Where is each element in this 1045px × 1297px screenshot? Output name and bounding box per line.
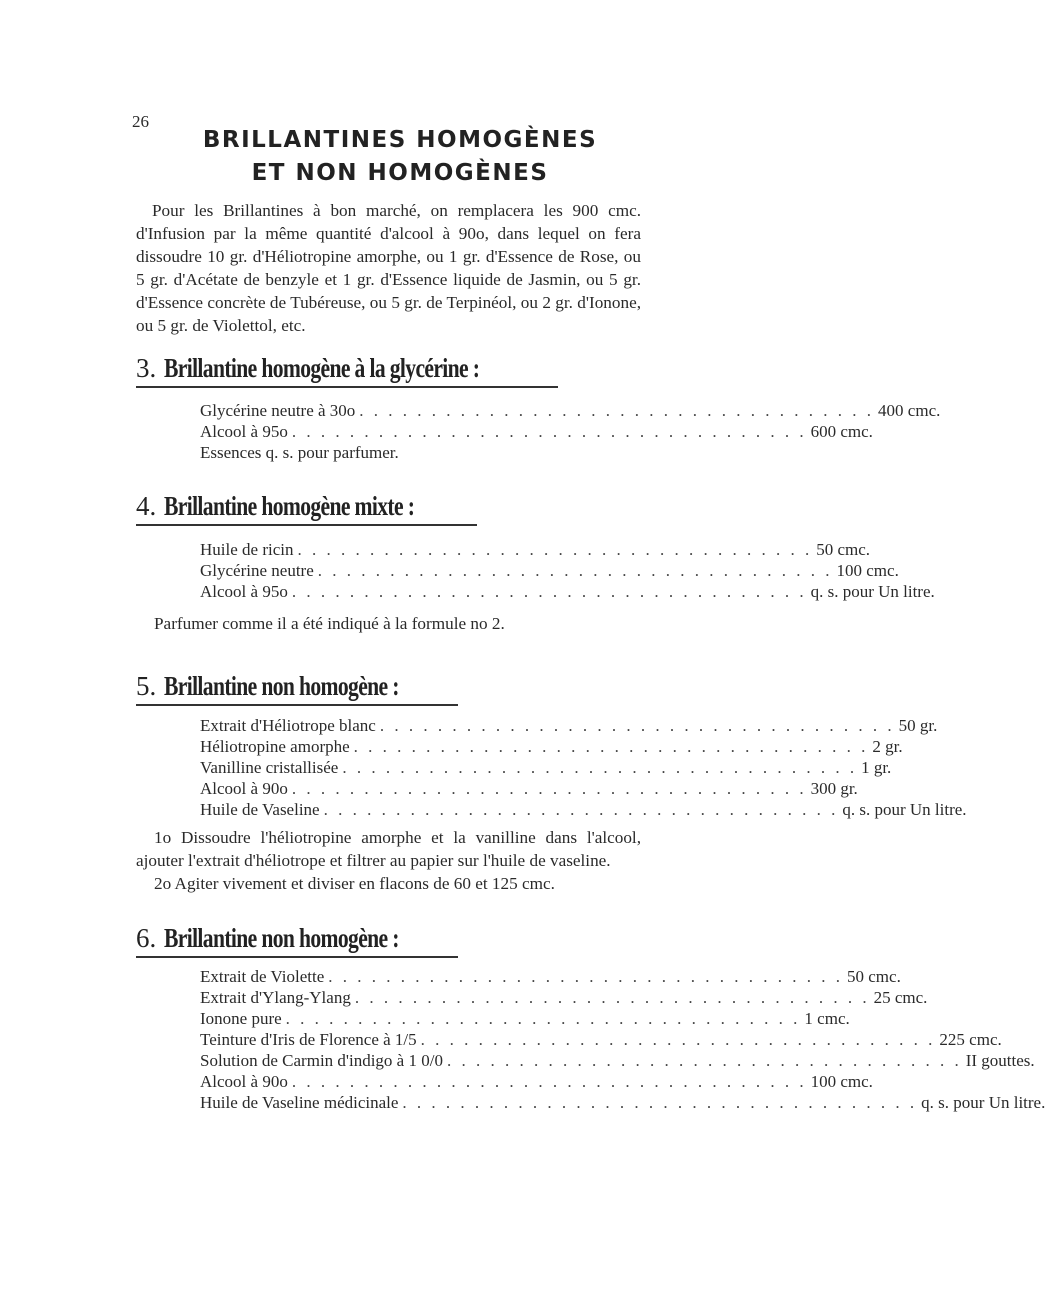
section-note-4: Parfumer comme il a été indiqué à la formule no 2. xyxy=(154,614,505,633)
title-line-2: ET NON HOMOGÈNES xyxy=(251,160,549,186)
recipe-item: Vanilline cristallisée . . . . . . . . . . . . . . . . . . . . . . . . . . . . . . . . . . . . 1 gr. xyxy=(200,758,892,777)
recipe-item: Glycérine neutre à 30o . . . . . . . . . . . . . . . . . . . . . . . . . . . . . . . . . . . . 400 cmc. xyxy=(200,401,941,420)
recipe-item: Alcool à 90o . . . . . . . . . . . . . . . . . . . . . . . . . . . . . . . . . . . . 100 cmc. xyxy=(200,1072,873,1091)
section-title: Brillantine non homogène : xyxy=(164,671,400,701)
recipe-list-3 xyxy=(200,400,941,463)
recipe-item: Extrait d'Héliotrope blanc . . . . . . . . . . . . . . . . . . . . . . . . . . . . . . . . . . . . 50 gr. xyxy=(200,716,938,735)
page-title xyxy=(0,124,800,190)
section-note-5: 1o Dissoudre l'héliotropine amorphe et la vanilline dans l'alcool, ajouter l'extrait d'héliotrope et filtrer au papier sur l'huile de vaseline. 2o Agiter vivement et diviser en flacons de 60 et 125 cmc. xyxy=(136,828,641,893)
recipe-item: Solution de Carmin d'indigo à 1 0/0 . . . . . . . . . . . . . . . . . . . . . . . . . . . . . . . . . . . . II gouttes. xyxy=(200,1051,1035,1070)
recipe-item: Teinture d'Iris de Florence à 1/5 . . . . . . . . . . . . . . . . . . . . . . . . . . . . . . . . . . . . 225 cmc. xyxy=(200,1030,1002,1049)
section-heading-4 xyxy=(136,490,477,526)
section-number: 4. xyxy=(136,491,157,521)
recipe-list-6 xyxy=(200,966,1045,1113)
section-title: Brillantine non homogène : xyxy=(164,923,400,953)
recipe-item: Ionone pure . . . . . . . . . . . . . . . . . . . . . . . . . . . . . . . . . . . . 1 cmc. xyxy=(200,1009,850,1028)
recipe-item: Huile de Vaseline médicinale . . . . . . . . . . . . . . . . . . . . . . . . . . . . . . . . . . . . q. s. pour Un litre. xyxy=(200,1093,1045,1112)
section-title: Brillantine homogène à la glycérine : xyxy=(164,353,480,383)
recipe-list-5 xyxy=(200,715,967,820)
section-number: 3. xyxy=(136,353,157,383)
recipe-item: Héliotropine amorphe . . . . . . . . . . . . . . . . . . . . . . . . . . . . . . . . . . . . 2 gr. xyxy=(200,737,903,756)
recipe-item: Essences q. s. pour parfumer. xyxy=(200,443,399,462)
section-heading-6 xyxy=(136,922,458,958)
section-title: Brillantine homogène mixte : xyxy=(164,491,415,521)
section-heading-5 xyxy=(136,670,458,706)
recipe-item: Alcool à 90o . . . . . . . . . . . . . . . . . . . . . . . . . . . . . . . . . . . . 300 gr. xyxy=(200,779,858,798)
intro-paragraph: Pour les Brillantines à bon marché, on remplacera les 900 cmc. d'Infusion par la même quantité d'alcool à 90o, dans lequel on fera dissoudre 10 gr. d'Héliotropine amorphe, ou 1 gr. d'Essence de Rose, ou 5 gr. d'Acétate de benzyle et 1 gr. d'Essence liquide de Jasmin, ou 5 gr. d'Essence concrète de Tubéreuse, ou 5 gr. de Terpinéol, ou 2 gr. d'Ionone, ou 5 gr. de Violettol, etc. xyxy=(136,201,641,335)
section-number: 6. xyxy=(136,923,157,953)
recipe-item: Huile de Vaseline . . . . . . . . . . . . . . . . . . . . . . . . . . . . . . . . . . . . q. s. pour Un litre. xyxy=(200,800,967,819)
recipe-item: Alcool à 95o . . . . . . . . . . . . . . . . . . . . . . . . . . . . . . . . . . . . q. s. pour Un litre. xyxy=(200,582,935,601)
title-line-1: BRILLANTINES HOMOGÈNES xyxy=(202,127,598,153)
recipe-item: Extrait de Violette . . . . . . . . . . . . . . . . . . . . . . . . . . . . . . . . . . . . 50 cmc. xyxy=(200,967,901,986)
page-number: 26 xyxy=(132,112,149,131)
recipe-item: Extrait d'Ylang-Ylang . . . . . . . . . . . . . . . . . . . . . . . . . . . . . . . . . . . . 25 cmc. xyxy=(200,988,928,1007)
recipe-item: Glycérine neutre . . . . . . . . . . . . . . . . . . . . . . . . . . . . . . . . . . . . 100 cmc. xyxy=(200,561,899,580)
recipe-item: Alcool à 95o . . . . . . . . . . . . . . . . . . . . . . . . . . . . . . . . . . . . 600 cmc. xyxy=(200,422,873,441)
recipe-list-4 xyxy=(200,539,935,602)
section-heading-3 xyxy=(136,352,558,388)
recipe-item: Huile de ricin . . . . . . . . . . . . . . . . . . . . . . . . . . . . . . . . . . . . 50 cmc. xyxy=(200,540,871,559)
section-number: 5. xyxy=(136,671,157,701)
